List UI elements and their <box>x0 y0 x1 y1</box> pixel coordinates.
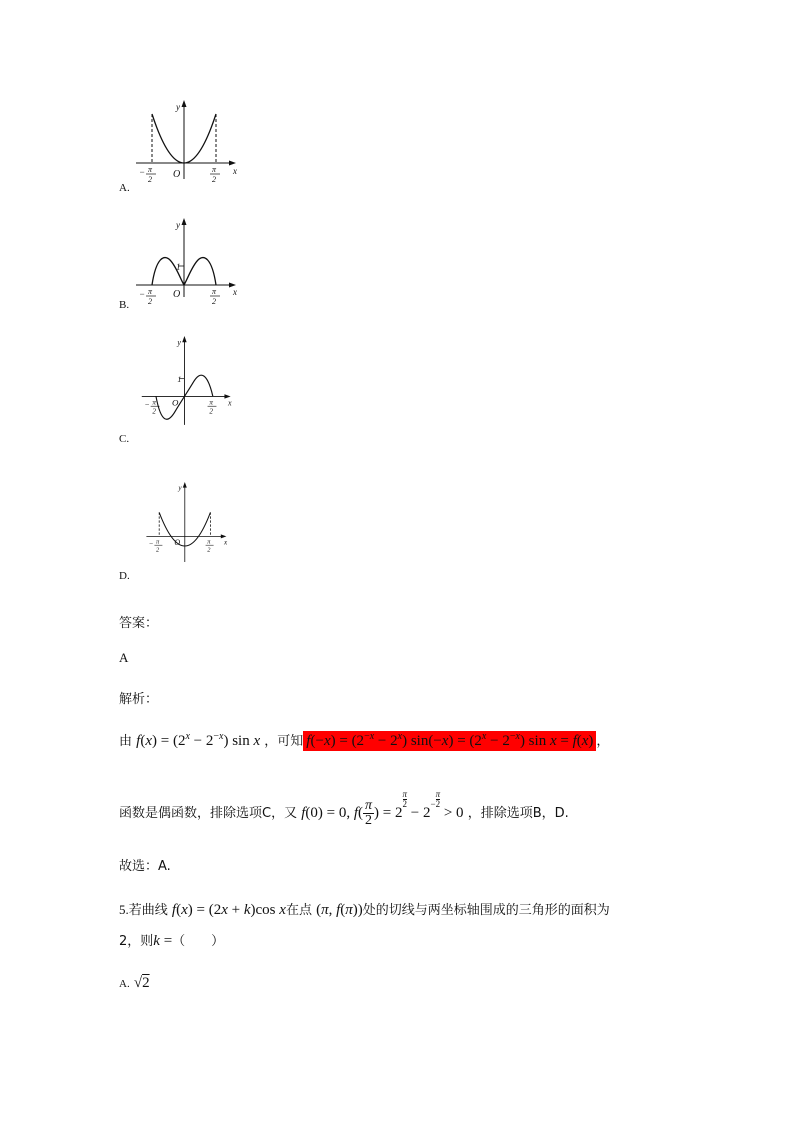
point-formula: (π, f(π)) <box>316 902 363 918</box>
question-text-a: 若曲线 <box>128 903 168 918</box>
svg-text:x: x <box>233 287 237 297</box>
svg-text:π: π <box>212 165 217 174</box>
svg-text:2: 2 <box>156 546 160 554</box>
question-text-b: 在点 <box>285 903 312 918</box>
question-5-line-1 <box>119 899 610 919</box>
k-variable: k = <box>153 933 173 949</box>
analysis-heading: 解析： <box>119 692 159 707</box>
sqrt-two: √2 <box>133 975 150 991</box>
svg-text:x: x <box>233 166 237 176</box>
svg-text:O: O <box>173 169 181 180</box>
svg-text:y: y <box>176 220 180 230</box>
svg-text:1: 1 <box>177 375 182 385</box>
svg-text:−: − <box>144 400 150 410</box>
question-5-line-2 <box>119 930 224 950</box>
answer-value: A <box>119 650 129 665</box>
analysis-exclude-text: ，排除选项B，D. <box>467 806 569 821</box>
highlighted-even-proof: $f(-x) = (2^{-x} - 2^x) \sin(-x) = (2^x - 2^{-x})$ sin x = f(x) <box>303 731 596 751</box>
question-blank: （ ） <box>172 934 225 949</box>
svg-text:−: − <box>148 540 154 548</box>
graph-option-c <box>136 336 240 416</box>
analysis-mid: ，可知 <box>264 734 304 749</box>
svg-text:2: 2 <box>212 297 216 306</box>
option-c-label[interactable]: C. <box>119 433 130 445</box>
analysis-even-text: 函数是偶函数，排除选项C，又 <box>119 806 298 821</box>
svg-text:π: π <box>209 398 213 407</box>
svg-text:2: 2 <box>212 175 216 184</box>
svg-text:2: 2 <box>152 407 157 416</box>
graph-option-a <box>136 100 240 184</box>
svg-text:O: O <box>173 289 181 300</box>
analysis-line-2 <box>119 790 569 828</box>
svg-text:π: π <box>152 398 157 407</box>
svg-text:x: x <box>228 398 232 408</box>
svg-text:y: y <box>178 484 182 492</box>
question-text-c: 处的切线与两坐标轴围成的三角形的面积为 <box>362 903 610 918</box>
svg-text:π: π <box>148 287 153 296</box>
svg-text:−: − <box>139 167 146 177</box>
question-text-d: 2，则 <box>119 934 154 949</box>
svg-text:−: − <box>139 289 146 299</box>
svg-text:y: y <box>176 102 180 112</box>
svg-text:1: 1 <box>176 262 181 272</box>
analysis-prefix: 由 <box>119 734 133 749</box>
function-definition: $f(x) = (2^x - 2^{-x})$ sin x <box>136 731 261 749</box>
svg-text:π: π <box>212 287 217 296</box>
analysis-end: ， <box>596 734 610 749</box>
question-5-option-a-label: A. <box>119 978 130 990</box>
svg-text:2: 2 <box>148 175 152 184</box>
svg-text:O: O <box>174 538 181 548</box>
analysis-line-1 <box>119 730 609 750</box>
graph-option-b <box>136 218 240 306</box>
svg-text:O: O <box>172 397 179 408</box>
svg-text:2: 2 <box>207 546 211 554</box>
graph-option-d <box>136 482 240 562</box>
answer-heading: 答案： <box>119 616 159 631</box>
value-check: f(0) = 0, f( $\frac{\pi}{2}$ ) = 2 $\frac{\pi}{2}$ − 2 − $\frac{\pi}{2}$ > 0 <box>301 789 464 829</box>
option-a-label[interactable]: A. <box>119 182 130 194</box>
svg-text:π: π <box>156 538 160 546</box>
svg-text:y: y <box>177 337 181 347</box>
svg-text:2: 2 <box>148 297 152 306</box>
question-number: 5. <box>119 902 129 917</box>
conclusion: 故选：A. <box>119 859 171 874</box>
svg-text:π: π <box>148 165 153 174</box>
curve-formula: f(x) = (2x + k)cos x <box>171 902 286 918</box>
svg-text:2: 2 <box>209 407 213 416</box>
svg-text:x: x <box>224 538 228 547</box>
option-b-label[interactable]: B. <box>119 299 130 311</box>
question-5-option-a[interactable] <box>119 975 150 992</box>
svg-text:π: π <box>207 538 211 546</box>
option-d-label[interactable]: D. <box>119 570 130 582</box>
